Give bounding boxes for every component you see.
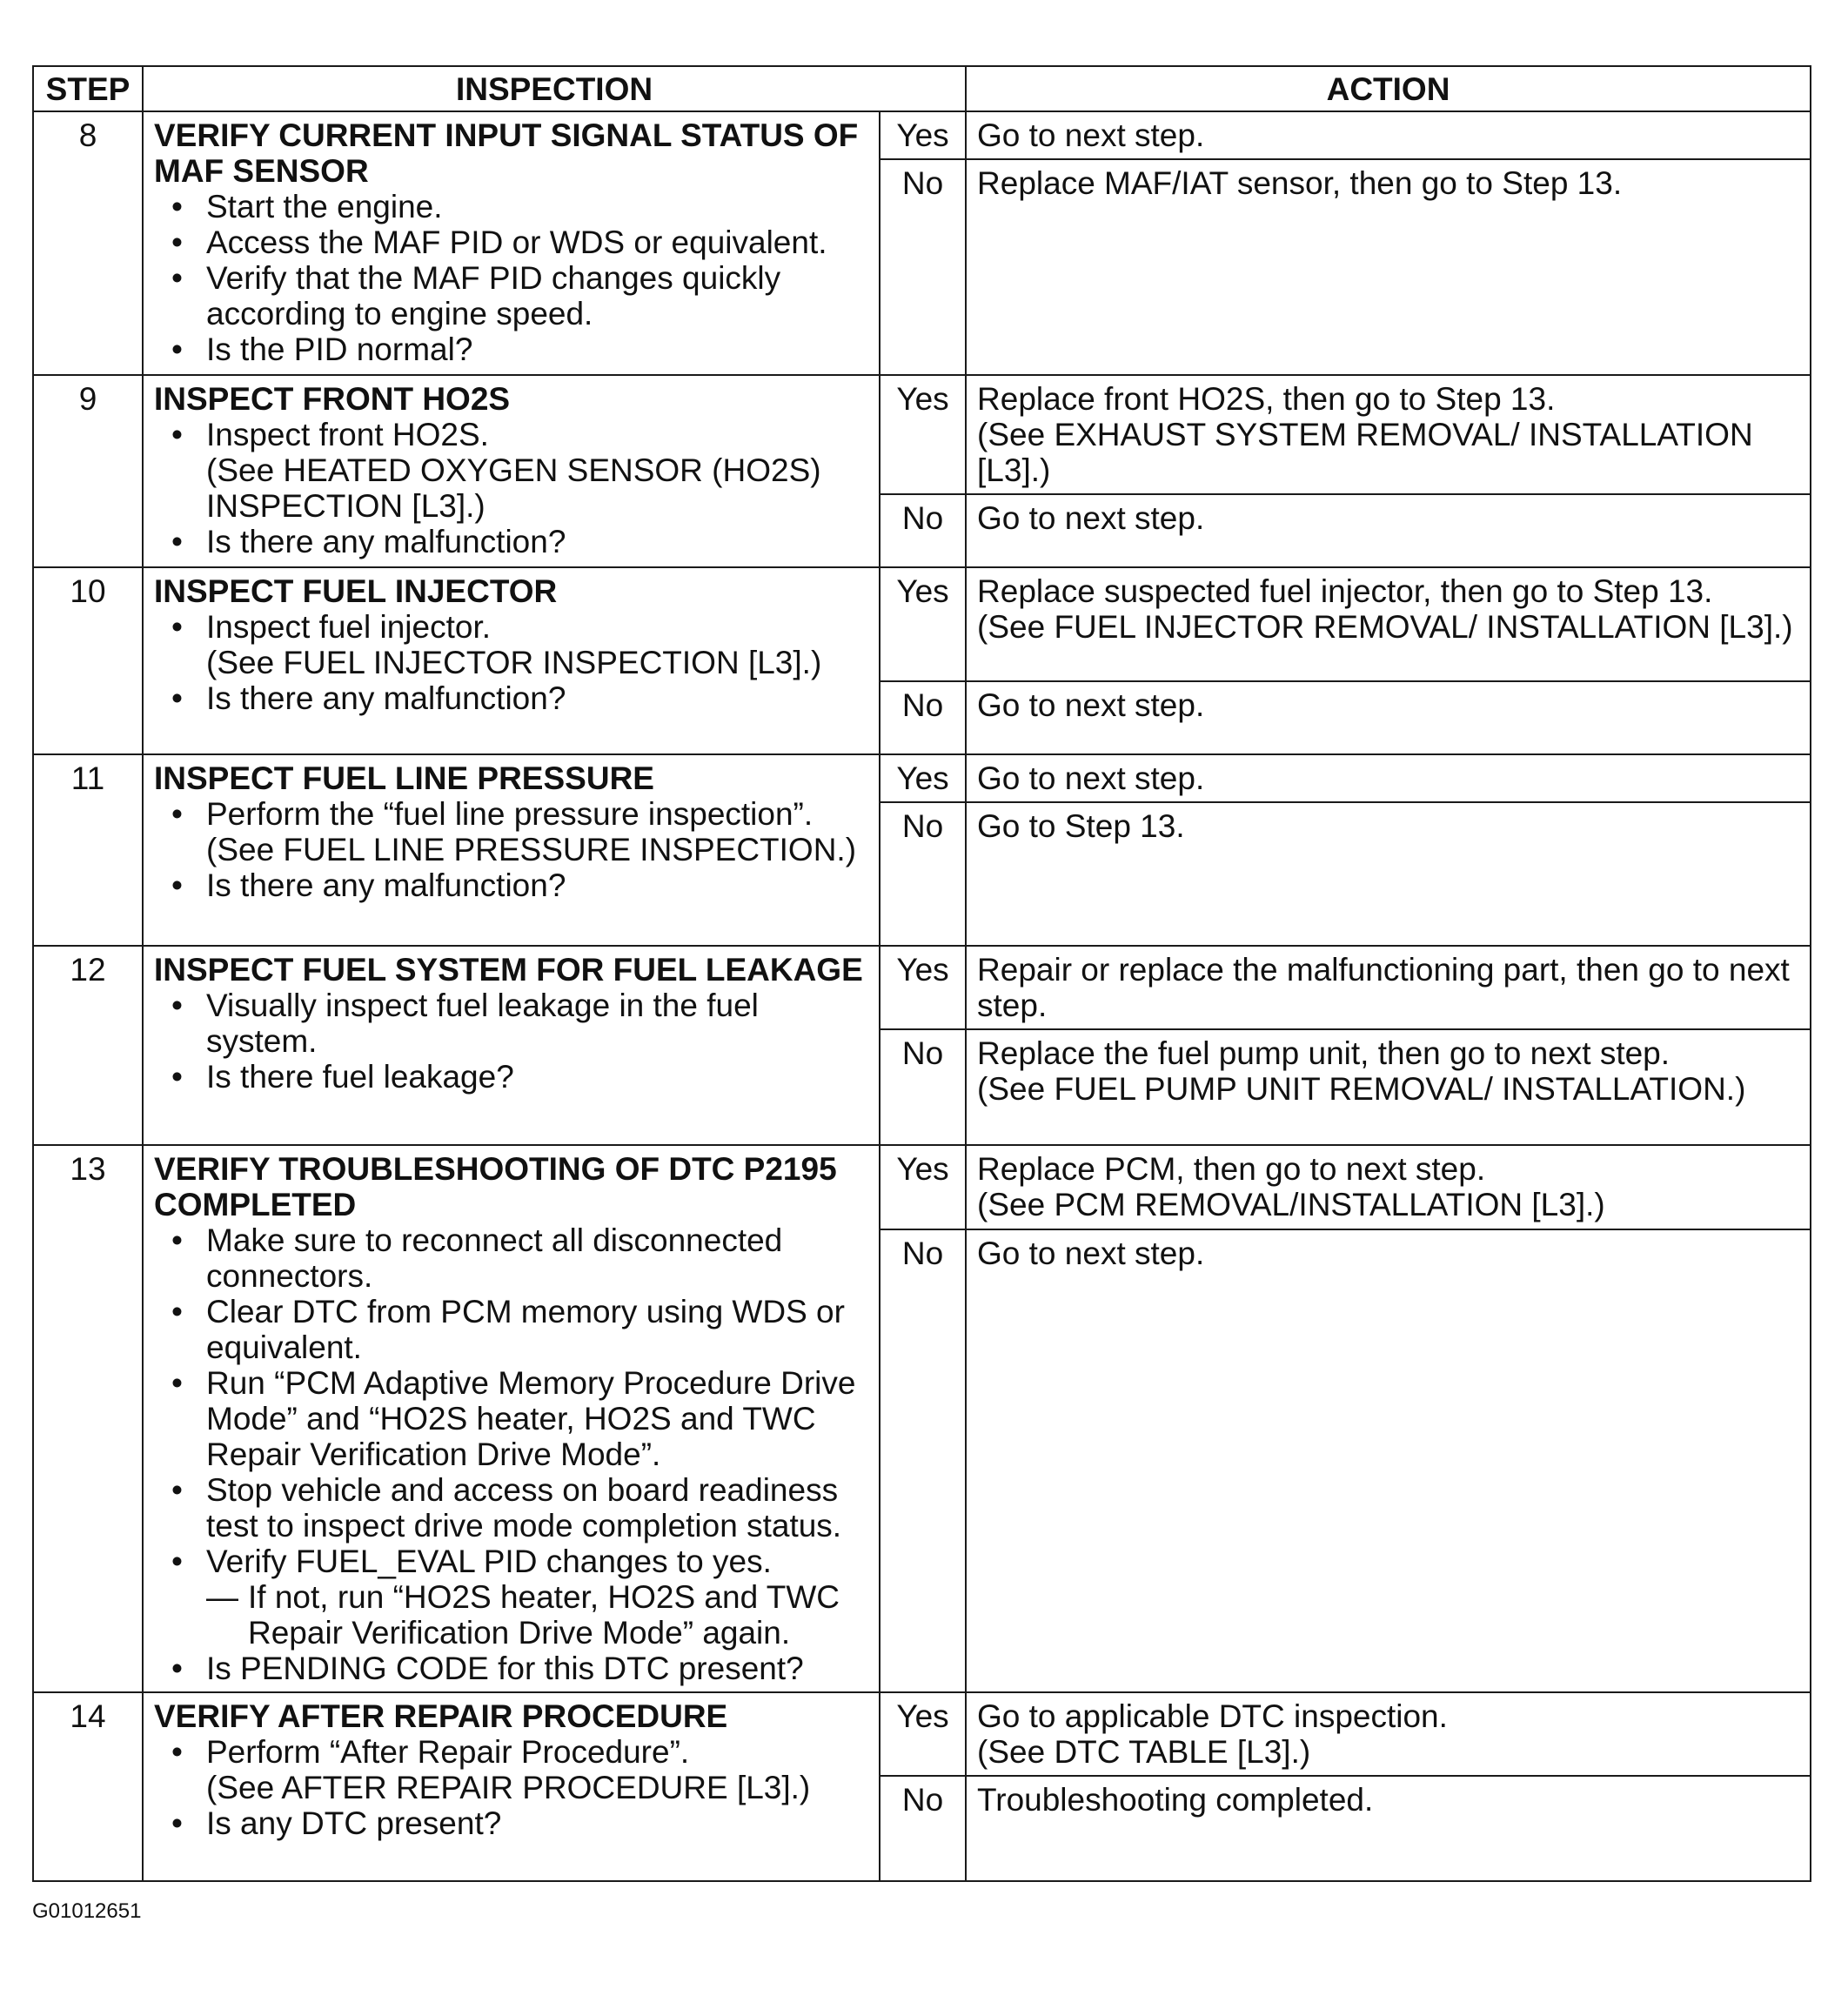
reference-link[interactable]: (See DTC TABLE [L3].): [977, 1734, 1311, 1770]
inspection-item-text: Perform “After Repair Procedure”.: [206, 1734, 690, 1770]
step-11-inspection: [143, 754, 880, 946]
step-number: 14: [33, 1692, 143, 1881]
reference-link[interactable]: (See AFTER REPAIR PROCEDURE [L3].): [206, 1770, 811, 1805]
inspection-item-text: Perform the “fuel line pressure inspection”.: [206, 796, 814, 832]
step-13-yes-row: [33, 1145, 1811, 1229]
yes-action: Go to next step.: [966, 754, 1811, 802]
step-number: 13: [33, 1145, 143, 1692]
inspection-item: • Visually inspect fuel leakage in the fuel system.: [154, 988, 868, 1059]
sub-item: [206, 1579, 868, 1651]
reference-link[interactable]: (See EXHAUST SYSTEM REMOVAL/ INSTALLATION [L3].): [977, 417, 1753, 488]
yes-action: Repair or replace the malfunctioning part, then go to next step.: [966, 946, 1811, 1029]
no-action: Go to Step 13.: [966, 802, 1811, 946]
no-label: No: [880, 1776, 966, 1881]
action-text: Replace front HO2S, then go to Step 13.: [977, 381, 1556, 417]
no-action: Replace MAF/IAT sensor, then go to Step 13.: [966, 159, 1811, 375]
inspection-list: [154, 1734, 868, 1841]
inspection-item: [154, 609, 868, 680]
inspection-item: • Make sure to reconnect all disconnected connectors.: [154, 1222, 868, 1294]
inspection-item: • Is there any malfunction?: [154, 680, 868, 716]
no-label: No: [880, 159, 966, 375]
inspection-list: [154, 417, 868, 559]
step-12-yes-row: [33, 946, 1811, 1029]
step-number: 12: [33, 946, 143, 1145]
reference-link[interactable]: (See FUEL PUMP UNIT REMOVAL/ INSTALLATION.): [977, 1071, 1746, 1107]
step-heading: INSPECT FUEL LINE PRESSURE: [154, 760, 654, 796]
step-heading: VERIFY CURRENT INPUT SIGNAL STATUS OF MAF SENSOR: [154, 117, 859, 189]
inspection-item: • Run “PCM Adaptive Memory Procedure Drive Mode” and “HO2S heater, HO2S and TWC Repair Verification Drive Mode”.: [154, 1365, 868, 1472]
inspection-column-header: INSPECTION: [143, 66, 966, 111]
no-label: No: [880, 681, 966, 754]
inspection-item: [154, 1544, 868, 1651]
step-heading: VERIFY AFTER REPAIR PROCEDURE: [154, 1698, 728, 1734]
step-number: 8: [33, 111, 143, 375]
inspection-item: • Is there any malfunction?: [154, 867, 868, 903]
action-text: Replace the fuel pump unit, then go to next step.: [977, 1035, 1671, 1071]
no-label: No: [880, 1229, 966, 1692]
yes-label: Yes: [880, 946, 966, 1029]
inspection-item: • Is there fuel leakage?: [154, 1059, 868, 1095]
yes-action: [966, 567, 1811, 681]
step-10-inspection: [143, 567, 880, 754]
step-10-yes-row: [33, 567, 1811, 681]
inspection-item: • Stop vehicle and access on board readiness test to inspect drive mode completion status.: [154, 1472, 868, 1544]
no-action: Go to next step.: [966, 1229, 1811, 1692]
inspection-item: [154, 1734, 868, 1805]
no-action: Troubleshooting completed.: [966, 1776, 1811, 1881]
yes-label: Yes: [880, 567, 966, 681]
step-9-yes-row: [33, 375, 1811, 494]
reference-link[interactable]: (See FUEL LINE PRESSURE INSPECTION.): [206, 832, 857, 867]
yes-action: [966, 1145, 1811, 1229]
inspection-item-text: Inspect front HO2S.: [206, 417, 489, 452]
no-label: No: [880, 494, 966, 567]
inspection-item: [154, 796, 868, 867]
inspection-list: [154, 796, 868, 903]
no-label: No: [880, 802, 966, 946]
action-column-header: ACTION: [966, 66, 1811, 111]
step-number: 9: [33, 375, 143, 567]
step-number: 11: [33, 754, 143, 946]
inspection-list: [154, 609, 868, 716]
inspection-list: [154, 189, 868, 367]
inspection-item: • Is there any malfunction?: [154, 524, 868, 559]
step-14-yes-row: [33, 1692, 1811, 1776]
diagnostic-procedure-table: [32, 65, 1811, 1882]
no-action: [966, 1029, 1811, 1145]
inspection-item-text: Inspect fuel injector.: [206, 609, 492, 645]
no-action: Go to next step.: [966, 681, 1811, 754]
step-14-inspection: [143, 1692, 880, 1881]
no-action: Go to next step.: [966, 494, 1811, 567]
step-heading: INSPECT FUEL INJECTOR: [154, 573, 558, 609]
yes-label: Yes: [880, 754, 966, 802]
action-text: Replace suspected fuel injector, then go to Step 13.: [977, 573, 1713, 609]
yes-label: Yes: [880, 111, 966, 159]
no-label: No: [880, 1029, 966, 1145]
step-11-yes-row: [33, 754, 1811, 802]
yes-label: Yes: [880, 1145, 966, 1229]
table-header-row: [33, 66, 1811, 111]
action-text: Go to applicable DTC inspection.: [977, 1698, 1448, 1734]
inspection-item: • Clear DTC from PCM memory using WDS or equivalent.: [154, 1294, 868, 1365]
inspection-item: • Verify that the MAF PID changes quickly according to engine speed.: [154, 260, 868, 332]
step-9-inspection: [143, 375, 880, 567]
reference-link[interactable]: (See FUEL INJECTOR INSPECTION [L3].): [206, 645, 822, 680]
step-heading: INSPECT FUEL SYSTEM FOR FUEL LEAKAGE: [154, 952, 863, 988]
yes-action: Go to next step.: [966, 111, 1811, 159]
step-column-header: STEP: [33, 66, 143, 111]
action-text: Replace PCM, then go to next step.: [977, 1151, 1486, 1187]
inspection-item: • Is the PID normal?: [154, 332, 868, 367]
inspection-item: • Is any DTC present?: [154, 1805, 868, 1841]
figure-code: G01012651: [32, 1899, 142, 1923]
inspection-item-text: Verify FUEL_EVAL PID changes to yes.: [206, 1544, 772, 1579]
yes-action: [966, 375, 1811, 494]
inspection-item: • Access the MAF PID or WDS or equivalent.: [154, 224, 868, 260]
step-heading: VERIFY TROUBLESHOOTING OF DTC P2195 COMPLETED: [154, 1151, 837, 1222]
inspection-item: • Is PENDING CODE for this DTC present?: [154, 1651, 868, 1686]
inspection-list: [154, 1222, 868, 1686]
step-heading: INSPECT FRONT HO2S: [154, 381, 511, 417]
sub-item-text: If not, run “HO2S heater, HO2S and TWC Repair Verification Drive Mode” again.: [248, 1579, 840, 1651]
step-8-inspection: [143, 111, 880, 375]
inspection-list: [154, 988, 868, 1095]
inspection-item: [154, 417, 868, 524]
step-8-yes-row: [33, 111, 1811, 159]
reference-link[interactable]: (See HEATED OXYGEN SENSOR (HO2S) INSPECTION [L3].): [206, 452, 821, 524]
reference-link[interactable]: (See PCM REMOVAL/INSTALLATION [L3].): [977, 1187, 1605, 1222]
dash-marker: —: [206, 1579, 238, 1615]
step-12-inspection: [143, 946, 880, 1145]
yes-action: [966, 1692, 1811, 1776]
step-13-inspection: [143, 1145, 880, 1692]
yes-label: Yes: [880, 1692, 966, 1776]
reference-link[interactable]: (See FUEL INJECTOR REMOVAL/ INSTALLATION [L3].): [977, 609, 1793, 645]
step-number: 10: [33, 567, 143, 754]
yes-label: Yes: [880, 375, 966, 494]
inspection-item: • Start the engine.: [154, 189, 868, 224]
